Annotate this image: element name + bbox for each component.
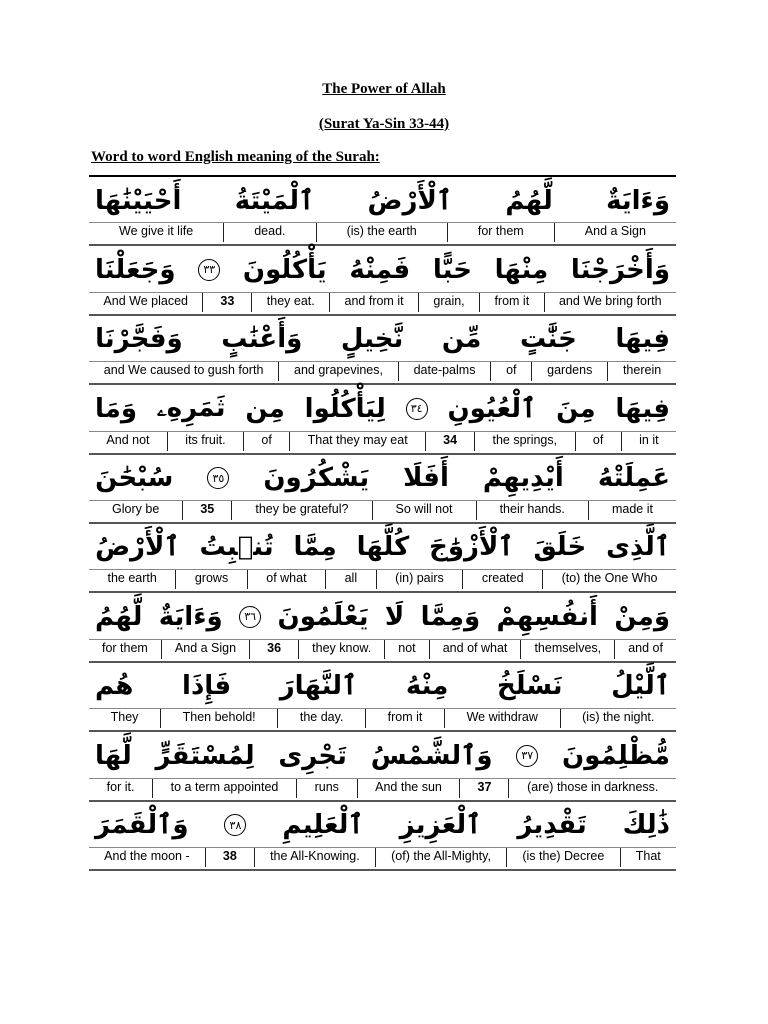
verse-number-marker: ٣٣ bbox=[198, 259, 220, 281]
arabic-word: وَٱلشَّمْسُ bbox=[370, 740, 493, 771]
arabic-word: مِمَّا bbox=[293, 532, 337, 563]
meaning-cell: themselves, bbox=[520, 640, 614, 659]
meaning-cell: (in) pairs bbox=[376, 570, 463, 589]
page-title: The Power of Allah bbox=[322, 81, 446, 97]
verse-block bbox=[89, 385, 676, 454]
surah-reference: (Surat Ya-Sin 33-44) bbox=[318, 116, 450, 132]
english-meanings-row bbox=[89, 569, 676, 589]
arabic-word: وَٱلْقَمَرَ bbox=[95, 810, 189, 841]
arabic-word: ٱلْأَزْوَٰجَ bbox=[429, 532, 514, 563]
meaning-cell: all bbox=[325, 570, 376, 589]
meaning-cell: for it. bbox=[106, 779, 135, 794]
meaning-cell: the All-Knowing. bbox=[254, 848, 375, 867]
meaning-cell: They bbox=[110, 710, 139, 725]
meaning-cell: to a term appointed bbox=[152, 779, 296, 798]
arabic-word: مِنْهُ bbox=[405, 671, 449, 702]
verse-number-marker: ٣٤ bbox=[406, 398, 428, 420]
english-meanings-row bbox=[89, 847, 676, 867]
meaning-cell: and from it bbox=[329, 293, 418, 312]
english-meanings-row bbox=[89, 292, 676, 312]
arabic-words-row bbox=[89, 732, 676, 779]
arabic-words-row bbox=[89, 385, 676, 432]
arabic-word: ٱلْعُيُونِ bbox=[447, 393, 537, 424]
arabic-word: تَجْرِى bbox=[278, 740, 347, 771]
verse-block bbox=[89, 663, 676, 732]
verse-block bbox=[89, 177, 676, 246]
meaning-cell: Glory be bbox=[112, 501, 160, 516]
verse-block bbox=[89, 524, 676, 593]
arabic-word: مِنْهَا bbox=[494, 254, 549, 285]
meaning-cell: of bbox=[490, 362, 531, 381]
arabic-word: يَشْكُرُونَ bbox=[263, 463, 370, 494]
verse-block bbox=[89, 732, 676, 801]
english-meanings-row bbox=[89, 708, 676, 728]
meaning-cell: And We placed bbox=[103, 293, 188, 308]
arabic-word: تَقْدِيرُ bbox=[517, 810, 587, 841]
meaning-cell: Then behold! bbox=[160, 709, 277, 728]
arabic-word: ٱلْعَلِيمِ bbox=[282, 810, 364, 841]
verse-number-marker: ٣٦ bbox=[239, 606, 261, 628]
arabic-word: فَمِنْهُ bbox=[349, 254, 411, 285]
arabic-word: لَّهُمُ bbox=[95, 601, 143, 632]
meaning-cell: gardens bbox=[531, 362, 607, 381]
arabic-word: وَجَعَلْنَا bbox=[95, 254, 176, 285]
meaning-cell: and of bbox=[614, 640, 676, 659]
meaning-cell: in it bbox=[621, 432, 676, 451]
meaning-cell: date-palms bbox=[398, 362, 490, 381]
arabic-word: سُبْحَٰنَ bbox=[95, 463, 174, 494]
arabic-word: ٱلْعَزِيزِ bbox=[399, 810, 482, 841]
arabic-word: فِيهَا bbox=[615, 324, 670, 355]
arabic-word: وَءَايَةٌ bbox=[606, 185, 670, 216]
verse-block bbox=[89, 455, 676, 524]
arabic-word: نَسْلَخُ bbox=[496, 671, 563, 702]
meaning-cell: from it bbox=[365, 709, 444, 728]
arabic-word: لَّهُمُ bbox=[505, 185, 553, 216]
verse-block bbox=[89, 593, 676, 662]
arabic-word: ٱلْأَرْضُ bbox=[367, 185, 453, 216]
english-meanings-row bbox=[89, 639, 676, 659]
arabic-word: ٱلْمَيْتَةُ bbox=[234, 185, 315, 216]
meaning-cell: created bbox=[462, 570, 542, 589]
verse-number-cell: 35 bbox=[182, 501, 231, 520]
arabic-word: ٱلَّذِى bbox=[606, 532, 670, 563]
arabic-word: جَنَّٰتٍ bbox=[519, 324, 577, 355]
arabic-word: ذَٰلِكَ bbox=[622, 810, 670, 841]
verse-number-cell: 33 bbox=[202, 293, 251, 312]
verse-block bbox=[89, 802, 676, 871]
arabic-word: أَيْدِيهِمْ bbox=[482, 463, 564, 494]
meaning-cell: We withdraw bbox=[444, 709, 560, 728]
arabic-word: وَمَا bbox=[95, 393, 138, 424]
arabic-word: يَعْلَمُونَ bbox=[277, 601, 369, 632]
meaning-cell: (is) the earth bbox=[316, 223, 447, 242]
meaning-cell: That bbox=[620, 848, 676, 867]
meaning-cell: dead. bbox=[223, 223, 315, 242]
verse-number-cell: 38 bbox=[205, 848, 254, 867]
arabic-word: ٱلَّيْلُ bbox=[611, 671, 670, 702]
meaning-cell: of bbox=[575, 432, 621, 451]
arabic-word: ٱلْأَرْضُ bbox=[95, 532, 180, 563]
meaning-cell: And not bbox=[106, 432, 150, 447]
meaning-cell: and We bring forth bbox=[544, 293, 676, 312]
meaning-cell: their hands. bbox=[476, 501, 588, 520]
meaning-cell: We give it life bbox=[119, 224, 194, 239]
arabic-words-row bbox=[89, 663, 676, 710]
arabic-word: فَإِذَا bbox=[182, 671, 232, 702]
arabic-word: خَلَقَ bbox=[533, 532, 587, 563]
meaning-cell: they be grateful? bbox=[231, 501, 371, 520]
arabic-word: كُلَّهَا bbox=[356, 532, 410, 563]
arabic-word: مِنَ bbox=[556, 393, 596, 424]
arabic-word: أَحْيَيْنَٰهَا bbox=[95, 185, 182, 216]
meaning-cell: and grapevines, bbox=[278, 362, 398, 381]
english-meanings-row bbox=[89, 500, 676, 520]
english-meanings-row bbox=[89, 222, 676, 242]
meaning-cell: from it bbox=[479, 293, 544, 312]
meaning-cell: they eat. bbox=[251, 293, 329, 312]
arabic-word: وَأَخْرَجْنَا bbox=[570, 254, 670, 285]
arabic-word: فِيهَا bbox=[615, 393, 670, 424]
arabic-word: مِّن bbox=[441, 324, 482, 355]
arabic-words-row bbox=[89, 316, 676, 363]
arabic-word: ثَمَرِهِۦ bbox=[156, 393, 226, 424]
verse-number-cell: 36 bbox=[249, 640, 298, 659]
arabic-word: يَأْكُلُونَ bbox=[242, 254, 327, 285]
arabic-word: وَأَعْنَٰبٍ bbox=[221, 324, 303, 355]
meaning-cell: and We caused to gush forth bbox=[103, 363, 264, 378]
meaning-cell: the springs, bbox=[474, 432, 574, 451]
english-meanings-row bbox=[89, 778, 676, 798]
meaning-cell: grows bbox=[175, 570, 246, 589]
meaning-cell: for them bbox=[101, 640, 148, 655]
verse-number-marker: ٣٥ bbox=[207, 467, 229, 489]
meaning-cell: (are) those in darkness. bbox=[508, 779, 676, 798]
arabic-word: لَا bbox=[384, 601, 405, 632]
arabic-word: مُّظْلِمُونَ bbox=[562, 740, 670, 771]
arabic-words-row bbox=[89, 524, 676, 571]
verse-number-marker: ٣٨ bbox=[224, 814, 246, 836]
arabic-word: وَمِمَّا bbox=[420, 601, 481, 632]
arabic-word: هُم bbox=[95, 671, 134, 702]
meaning-cell: grain, bbox=[418, 293, 479, 312]
arabic-word: عَمِلَتْهُ bbox=[597, 463, 670, 494]
arabic-words-row bbox=[89, 455, 676, 502]
meaning-cell: And the sun bbox=[357, 779, 460, 798]
english-meanings-row bbox=[89, 431, 676, 451]
arabic-words-row bbox=[89, 246, 676, 293]
meaning-cell: (is the) Decree bbox=[506, 848, 619, 867]
meaning-cell: the earth bbox=[107, 571, 157, 586]
arabic-word: وَمِنْ bbox=[614, 601, 670, 632]
arabic-words-row bbox=[89, 177, 676, 224]
meaning-cell: for them bbox=[447, 223, 554, 242]
arabic-word: أَفَلَا bbox=[403, 463, 449, 494]
arabic-word: لِمُسْتَقَرٍّ bbox=[155, 740, 255, 771]
verse-number-marker: ٣٧ bbox=[516, 745, 538, 767]
arabic-word: حَبًّا bbox=[432, 254, 472, 285]
meaning-cell: they know. bbox=[298, 640, 384, 659]
meaning-cell: of bbox=[243, 432, 289, 451]
arabic-word: تُنۢبِتُ bbox=[199, 532, 274, 563]
arabic-word: مِن bbox=[245, 393, 285, 424]
meaning-cell: So will not bbox=[372, 501, 476, 520]
meaning-cell: And a Sign bbox=[161, 640, 249, 659]
meaning-cell: of what bbox=[247, 570, 325, 589]
meaning-cell: And a Sign bbox=[554, 223, 676, 242]
meaning-cell: the day. bbox=[277, 709, 365, 728]
arabic-word: وَءَايَةٌ bbox=[158, 601, 223, 632]
arabic-word: لِيَأْكُلُوا bbox=[304, 393, 386, 424]
meaning-cell: not bbox=[384, 640, 428, 659]
meaning-cell: its fruit. bbox=[167, 432, 243, 451]
arabic-words-row bbox=[89, 593, 676, 640]
meaning-cell: runs bbox=[296, 779, 357, 798]
meaning-cell: (of) the All-Mighty, bbox=[375, 848, 506, 867]
meaning-cell: (is) the night. bbox=[560, 709, 676, 728]
arabic-word: نَّخِيلٍ bbox=[340, 324, 404, 355]
arabic-word: لَّهَا bbox=[95, 740, 132, 771]
english-meanings-row bbox=[89, 361, 676, 381]
meaning-cell: therein bbox=[607, 362, 676, 381]
verse-number-cell: 34 bbox=[425, 432, 474, 451]
verse-number-cell: 37 bbox=[459, 779, 508, 798]
meaning-cell: made it bbox=[588, 501, 676, 520]
arabic-word: أَنفُسِهِمْ bbox=[496, 601, 598, 632]
word-by-word-table bbox=[89, 175, 676, 891]
meaning-cell: (to) the One Who bbox=[542, 570, 676, 589]
verse-block bbox=[89, 316, 676, 385]
arabic-word: ٱلنَّهَارَ bbox=[279, 671, 358, 702]
meaning-cell: And the moon - bbox=[104, 848, 190, 863]
meaning-cell: and of what bbox=[429, 640, 521, 659]
section-heading: Word to word English meaning of the Surah: bbox=[91, 149, 380, 165]
meaning-cell: That they may eat bbox=[289, 432, 425, 451]
verse-block bbox=[89, 246, 676, 315]
arabic-words-row bbox=[89, 802, 676, 849]
arabic-word: وَفَجَّرْنَا bbox=[95, 324, 183, 355]
